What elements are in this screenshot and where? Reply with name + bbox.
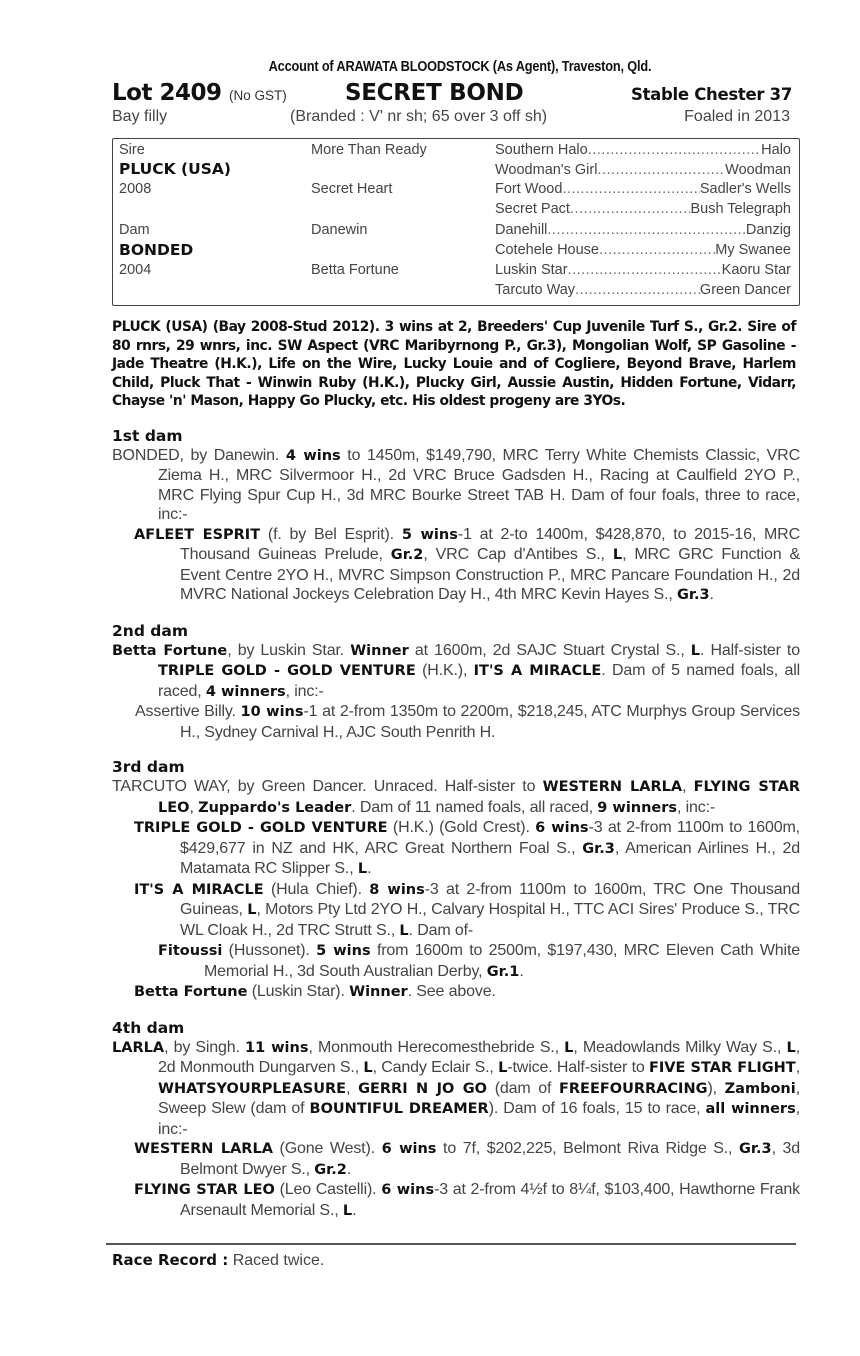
horse-name: SECRET BOND	[345, 80, 524, 106]
bold-text: Gr.2	[314, 1161, 347, 1178]
bold-text: Fitoussi	[158, 943, 223, 959]
grandparent-row	[495, 162, 791, 178]
bold-text: Zuppardo's Leader	[198, 799, 352, 816]
dot-leader	[599, 242, 715, 258]
text: ,	[189, 798, 199, 816]
text: -3 at 2-from 4½f to 8¼f, $103,400, Hawthorne Frank Arsenault Memorial S.,	[180, 1181, 800, 1219]
bold-text: L	[247, 902, 257, 918]
grandparent-sire: Halo	[761, 142, 791, 158]
text: -3 at 2-from 1100m to 1600m, $429,677 in NZ and HK, ARC Great Northern Foal S.,	[180, 819, 800, 857]
grandparent-name: Woodman's Girl	[495, 162, 598, 178]
progeny-entry	[112, 525, 800, 606]
text: (Leo Castelli).	[274, 1181, 382, 1198]
grandparent-name: Luskin Star	[495, 262, 568, 278]
dam-entry	[112, 641, 800, 703]
text: Assertive Billy.	[135, 703, 241, 720]
text: -3 at 2-from 1100m to 1600m, TRC One Thousand Guineas,	[180, 880, 800, 918]
dam-section	[112, 1019, 800, 1222]
sire-summary: PLUCK (USA) (Bay 2008-Stud 2012). 3 wins at 2, Breeders' Cup Juvenile Turf S., Gr.2. Sire of 80 rnrs, 29 wnrs, inc. SW Aspect (VRC Maribyrnong P., Gr.3), Mongolian Wolf, SP Gasoline - Jade Theatre (H.K.), Life on the Wire, Lucky Louie and of Cogliere, Beyond Brave, Harlem Child, Pluck That - Winwin Ruby (H.K.), Plucky Girl, Aussie Austin, Hidden Fortune, Vidarr, Chayse 'n' Mason, Happy Go Plucky, etc. His oldest progeny are 3YOs.	[112, 319, 796, 409]
text: (f. by Bel Esprit).	[260, 525, 402, 543]
bold-text: L	[357, 861, 368, 877]
bold-text: BOUNTIFUL DREAMER	[309, 1101, 489, 1117]
progeny-entry	[112, 1139, 800, 1180]
bold-text: Winner	[349, 984, 408, 1000]
sire-label: Sire	[119, 142, 145, 158]
catalogue-page	[112, 58, 800, 1270]
bold-text: 4 wins	[285, 447, 341, 464]
text: . Dam of 5 named foals, all raced,	[158, 662, 801, 700]
text: , inc:-	[158, 1100, 800, 1138]
text: from 1600m to 2500m, $197,430, MRC Eleven Cath White Memorial H., 3d South Australian Derby,	[204, 942, 800, 980]
bold-text: TRIPLE GOLD - GOLD VENTURE	[158, 663, 416, 679]
bold-text: 6 wins	[381, 1182, 435, 1198]
text: (Gone West).	[272, 1140, 382, 1157]
grandparent-row	[495, 222, 791, 238]
bold-text: Winner	[350, 642, 409, 659]
bold-text: FIVE STAR FLIGHT	[648, 1060, 796, 1076]
text: (H.K.),	[415, 662, 474, 679]
progeny-entry	[112, 982, 800, 1003]
text: BONDED, by Danewin.	[112, 446, 286, 464]
text: (H.K.) (Gold Crest).	[387, 819, 536, 836]
progeny-entry	[112, 1180, 800, 1221]
grandparent-sire: Bush Telegraph	[690, 201, 791, 217]
dam-entry	[112, 777, 800, 818]
text: , by Luskin Star.	[227, 641, 351, 659]
sire-year: 2008	[119, 181, 152, 197]
text: . See above.	[407, 983, 496, 1000]
text: (Hula Chief).	[263, 880, 370, 898]
grandparent-sire: Kaoru Star	[721, 262, 791, 278]
text: , 3d Belmont Dwyer S.,	[180, 1140, 800, 1178]
bold-text: L	[498, 1060, 508, 1076]
text: -1 at 2-to 1400m, $428,870, to 2015-16, MRC Thousand Guineas Prelude,	[180, 525, 800, 563]
foaled-year: Foaled in 2013	[684, 108, 790, 125]
text: to 7f, $202,225, Belmont Riva Ridge S.,	[436, 1140, 739, 1157]
bold-text: L	[690, 642, 701, 659]
bold-text: L	[363, 1060, 373, 1076]
dam-sire: Danewin	[311, 222, 368, 238]
vendor-account: Account of ARAWATA BLOODSTOCK (As Agent), Traveston, Qld.	[268, 59, 652, 75]
bold-text: 4 winners	[205, 683, 286, 700]
bold-text: Gr.3	[738, 1141, 772, 1157]
text: ,	[795, 1059, 800, 1076]
lot-line	[112, 80, 800, 108]
section-heading: 1st dam	[112, 426, 183, 445]
text: to 1450m, $149,790, MRC Terry White Chemists Classic, VRC Ziema H., MRC Silvermoor H., 2d VRC Bruce Gadsden H., Racing at Caulfield 2YO P., MRC Flying Spur Cup H., 3d MRC Bourke Street TAB H. Dam of four foals, three to race, inc:-	[158, 446, 800, 523]
lot-label: Lot 2409	[112, 80, 222, 106]
text: .	[519, 962, 524, 980]
text: , inc:-	[677, 798, 716, 816]
bold-text: FLYING STAR LEO	[134, 1182, 275, 1198]
text: , MRC GRC Function & Event Centre 2YO H., MVRC Simpson Construction P., MRC Pancare Foundation H., 2d MVRC National Jockeys Celebration Day H., 4th MRC Kevin Hayes S.,	[180, 546, 800, 603]
bold-text: all winners	[705, 1101, 796, 1117]
bold-text: L	[564, 1039, 574, 1056]
grandparent-row	[495, 181, 791, 197]
grandparent-sire: Green Dancer	[699, 282, 791, 298]
grandparent-sire: My Swanee	[715, 242, 791, 258]
dot-leader	[570, 201, 691, 217]
bold-text: LARLA	[112, 1039, 165, 1056]
bold-text: AFLEET ESPRIT	[134, 526, 261, 543]
dam-label: Dam	[119, 222, 150, 238]
text: , Meadowlands Milky Way S.,	[573, 1038, 787, 1056]
bold-text: WESTERN LARLA	[134, 1141, 273, 1157]
bold-text: WESTERN LARLA	[542, 779, 683, 795]
dam-section	[112, 622, 800, 743]
grandparent-row	[495, 142, 791, 158]
section-heading: 3rd dam	[112, 758, 185, 776]
divider	[106, 1243, 796, 1245]
pedigree-table	[112, 138, 800, 306]
text: .	[709, 586, 714, 603]
text: , Candy Eclair S.,	[372, 1059, 499, 1076]
bold-text: L	[786, 1039, 796, 1056]
grandparent-name: Fort Wood	[495, 181, 563, 197]
text: , 2d Monmouth Dungarven S.,	[158, 1038, 801, 1076]
race-record-label: Race Record :	[112, 1251, 229, 1269]
sire-name: PLUCK (USA)	[119, 160, 231, 178]
bold-text: Gr.3	[582, 840, 615, 857]
dam-dam: Betta Fortune	[311, 262, 399, 278]
grandparent-row	[495, 242, 791, 258]
text: , inc:-	[285, 682, 324, 700]
text: at 1600m, 2d SAJC Stuart Crystal S.,	[408, 641, 691, 659]
bold-text: FLYING STAR LEO	[158, 779, 801, 816]
text: , by Singh.	[164, 1038, 246, 1056]
section-heading: 2nd dam	[112, 621, 189, 640]
bold-text: Gr.2	[390, 547, 424, 563]
text: , Monmouth Herecomesthebride S.,	[308, 1038, 565, 1056]
progeny-entry	[112, 941, 800, 982]
dam-entry	[112, 1038, 800, 1140]
sire-sire: More Than Ready	[311, 142, 427, 158]
grandparent-name: Cotehele House	[495, 242, 599, 258]
text: .	[367, 860, 372, 877]
grandparent-sire: Danzig	[745, 222, 791, 238]
bold-text: 5 wins	[401, 526, 458, 543]
text: TARCUTO WAY, by Green Dancer. Unraced. Half-sister to	[112, 778, 543, 795]
grandparent-row	[495, 262, 791, 278]
bold-text: IT'S A MIRACLE	[134, 881, 264, 898]
bold-text: L	[399, 922, 409, 939]
grandparent-sire: Woodman	[725, 162, 791, 178]
text: ,	[346, 1079, 359, 1097]
bold-text: Betta Fortune	[112, 642, 228, 659]
text: . Dam of-	[408, 921, 474, 939]
text: ). Dam of 16 foals, 15 to race,	[488, 1100, 706, 1117]
bold-text: 5 wins	[316, 943, 371, 959]
dam-section	[112, 758, 800, 1003]
bold-text: IT'S A MIRACLE	[473, 663, 602, 679]
bold-text: 10 wins	[240, 704, 304, 720]
dam-entry	[112, 446, 800, 525]
dot-leader	[562, 181, 699, 197]
bold-text: Gr.1	[486, 963, 520, 980]
text: (Hussonet).	[222, 942, 317, 959]
bold-text: 6 wins	[535, 820, 589, 836]
dot-leader	[597, 162, 725, 178]
gst-note: (No GST)	[229, 88, 287, 103]
bold-text: L	[612, 547, 623, 563]
bold-text: WHATSYOURPLEASURE	[158, 1080, 347, 1097]
text: , VRC Cap d'Antibes S.,	[423, 546, 613, 563]
text: , Motors Pty Ltd 2YO H., Calvary Hospital H., TTC ACI Sires' Produce S., TRC WL Cloak H., 2d TRC Strutt S.,	[180, 901, 801, 939]
sire-dam: Secret Heart	[311, 181, 393, 197]
bold-text: GERRI N JO GO	[358, 1080, 488, 1097]
text: . Dam of 11 named foals, all raced,	[351, 798, 598, 816]
text: .	[346, 1160, 352, 1178]
grandparent-name: Danehill	[495, 222, 548, 238]
text: (Luskin Star).	[247, 983, 350, 1000]
bold-text: FREEFOURRACING	[558, 1080, 708, 1097]
grandparent-row	[495, 201, 791, 217]
text: , Sweep Slew (dam of	[158, 1079, 800, 1117]
grandparent-name: Southern Halo	[495, 142, 588, 158]
bold-text: 11 wins	[245, 1039, 309, 1056]
lot-number	[112, 80, 287, 106]
text: ),	[707, 1079, 725, 1097]
dam-section	[112, 427, 800, 606]
grandparent-name: Tarcuto Way	[495, 282, 576, 298]
bold-text: Zamboni	[724, 1080, 796, 1097]
bold-text: L	[342, 1202, 353, 1219]
text: .	[352, 1201, 357, 1219]
text: (dam of	[487, 1079, 559, 1097]
race-record	[112, 1251, 800, 1270]
grandparent-sire: Sadler's Wells	[699, 181, 791, 197]
description-line	[112, 108, 800, 130]
text: . Half-sister to	[700, 641, 800, 659]
grandparent-row	[495, 282, 791, 298]
text: , American Airlines H., 2d Matamata RC Slipper S.,	[180, 839, 800, 877]
progeny-entry	[112, 880, 800, 942]
sex-colour: Bay filly	[112, 108, 168, 125]
dam-sections	[112, 427, 800, 1222]
bold-text: 6 wins	[381, 1141, 437, 1157]
bold-text: Betta Fortune	[134, 984, 248, 1000]
brand-marks: (Branded : V' nr sh; 65 over 3 off sh)	[290, 108, 548, 125]
bold-text: Gr.3	[676, 587, 710, 603]
section-heading: 4th dam	[112, 1018, 185, 1037]
text: -twice. Half-sister to	[507, 1059, 649, 1076]
progeny-entry	[112, 818, 800, 880]
dot-leader	[575, 282, 700, 298]
stable-location: Stable Chester 37	[631, 85, 792, 104]
dam-year: 2004	[119, 262, 152, 278]
dot-leader	[547, 222, 745, 238]
grandparent-name: Secret Pact	[495, 201, 570, 217]
bold-text: TRIPLE GOLD - GOLD VENTURE	[134, 820, 388, 836]
bold-text: 8 wins	[369, 881, 425, 898]
dot-leader	[588, 142, 761, 158]
progeny-entry	[112, 702, 800, 742]
race-record-value: Raced twice.	[228, 1252, 325, 1269]
text: ,	[682, 778, 694, 795]
bold-text: 9 winners	[597, 799, 678, 816]
text: -1 at 2-from 1350m to 2200m, $218,245, ATC Murphys Group Services H., Sydney Carnival H., AJC South Penrith H.	[180, 703, 800, 741]
dam-name: BONDED	[119, 241, 194, 259]
dot-leader	[568, 262, 722, 278]
